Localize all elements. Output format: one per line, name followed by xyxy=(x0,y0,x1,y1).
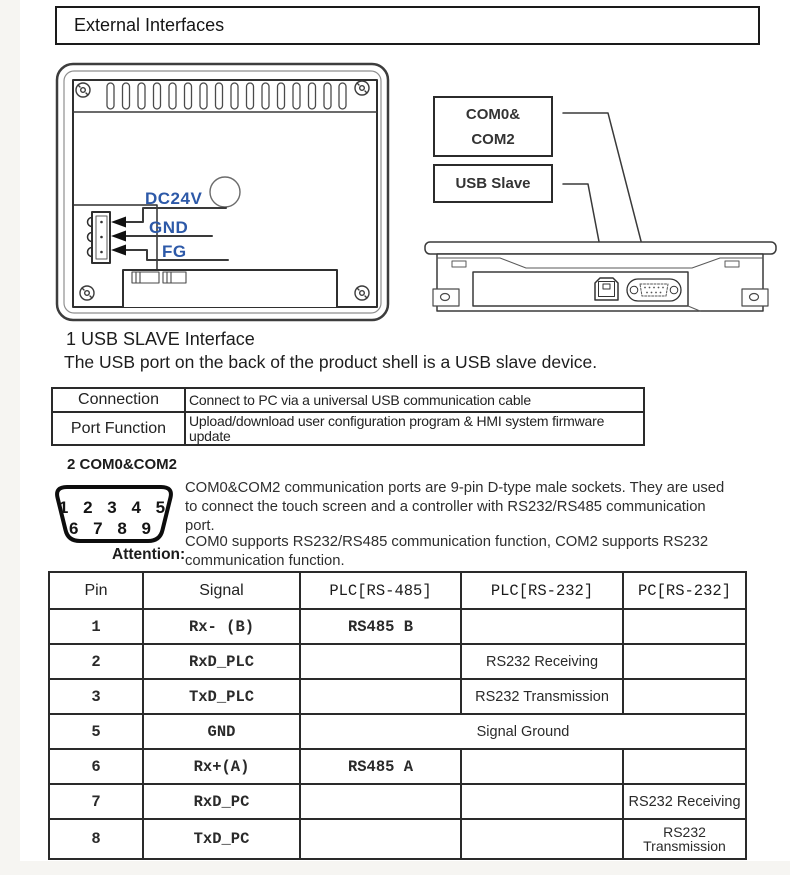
signal-cell: Rx- (B) xyxy=(143,609,300,644)
signal-cell: Rx+(A) xyxy=(143,749,300,784)
plc232-cell xyxy=(461,819,623,859)
fg-label: FG xyxy=(162,242,187,261)
pc232-cell: RS232 Transmission xyxy=(623,819,746,859)
pin-cell: 2 xyxy=(49,644,143,679)
table-row xyxy=(49,749,746,784)
signal-cell: TxD_PLC xyxy=(143,679,300,714)
attention-text: COM0 supports RS232/RS485 communication function, COM2 supports RS232 communication function. xyxy=(185,534,709,569)
device-back-view-diagram xyxy=(50,58,395,324)
plc232-cell xyxy=(461,609,623,644)
col-header-plc-rs232: PLC[RS-232] xyxy=(461,572,623,609)
table-row xyxy=(49,819,746,859)
plc232-cell xyxy=(461,749,623,784)
usb-table-label: Connection xyxy=(52,388,185,412)
com-section-description: COM0&COM2 communication ports are 9-pin D-type male sockets. They are used to connect the touch screen and a controller with RS232/RS485 communication port. xyxy=(185,480,725,534)
signal-cell: GND xyxy=(143,714,300,749)
usb-b-port-icon xyxy=(595,278,618,300)
usb-interface-table xyxy=(51,387,645,446)
bottom-connector-block xyxy=(123,270,337,307)
db9-connector-icon xyxy=(627,279,681,301)
usb-table-value: Connect to PC via a universal USB communication cable xyxy=(185,388,644,412)
table-row xyxy=(52,388,644,412)
table-row xyxy=(49,714,746,749)
pc232-cell xyxy=(623,749,746,784)
page-title-box xyxy=(55,6,760,45)
table-row xyxy=(49,644,746,679)
pc232-cell xyxy=(623,679,746,714)
signal-cell: RxD_PC xyxy=(143,784,300,819)
col-header-pc-rs232: PC[RS-232] xyxy=(623,572,746,609)
power-terminal-icon xyxy=(88,212,111,263)
signal-cell: RxD_PLC xyxy=(143,644,300,679)
front-bezel-edge xyxy=(425,242,776,254)
rs485-cell xyxy=(300,679,461,714)
rs485-cell: RS485 B xyxy=(300,609,461,644)
rs485-cell xyxy=(300,784,461,819)
com-section-heading: 2 COM0&COM2 xyxy=(67,456,178,473)
pin-cell: 3 xyxy=(49,679,143,714)
com-callout-line1: COM0& xyxy=(465,105,521,123)
pc232-cell xyxy=(623,609,746,644)
rs485-cell: RS485 A xyxy=(300,749,461,784)
dc24v-label: DC24V xyxy=(145,189,203,208)
rs485-cell xyxy=(300,819,461,859)
plc232-cell xyxy=(461,784,623,819)
col-header-signal: Signal xyxy=(143,572,300,609)
db9-pins-row1: 1 2 3 4 5 xyxy=(58,498,170,517)
pin-cell: 6 xyxy=(49,749,143,784)
pc232-cell xyxy=(623,644,746,679)
usb-section-intro: The USB port on the back of the product shell is a USB slave device. xyxy=(64,352,598,372)
pin-cell: 1 xyxy=(49,609,143,644)
db9-pins-row2: 6 7 8 9 xyxy=(69,519,155,538)
arrow-left-icon xyxy=(111,217,126,256)
pin-cell: 8 xyxy=(49,819,143,859)
table-row xyxy=(49,609,746,644)
pc232-cell: RS232 Receiving xyxy=(623,784,746,819)
table-row xyxy=(49,784,746,819)
db9-pinout-icon xyxy=(50,482,178,548)
usb-callout-label: USB Slave xyxy=(455,175,531,192)
plc232-cell: RS232 Receiving xyxy=(461,644,623,679)
plc232-cell: RS232 Transmission xyxy=(461,679,623,714)
com-callout-line2: COM2 xyxy=(471,130,515,148)
table-row xyxy=(49,679,746,714)
col-header-plc-rs485: PLC[RS-485] xyxy=(300,572,461,609)
gnd-label: GND xyxy=(149,218,189,237)
pin-cell: 5 xyxy=(49,714,143,749)
signal-cell: TxD_PC xyxy=(143,819,300,859)
table-header-row xyxy=(49,572,746,609)
rs485-cell xyxy=(300,644,461,679)
usb-slave-callout-box xyxy=(433,164,553,203)
usb-table-value: Upload/download user configuration program & HMI system firmware update xyxy=(185,412,644,445)
page-title: External Interfaces xyxy=(74,15,225,35)
pin-cell: 7 xyxy=(49,784,143,819)
usb-section-heading: 1 USB SLAVE Interface xyxy=(66,329,255,349)
com-ports-callout-box xyxy=(433,96,553,157)
col-header-pin: Pin xyxy=(49,572,143,609)
com-pin-table xyxy=(48,571,747,860)
usb-table-label: Port Function xyxy=(52,412,185,445)
signal-ground-merged-cell: Signal Ground xyxy=(300,714,746,749)
table-row xyxy=(52,412,644,445)
attention-label: Attention: xyxy=(112,546,186,563)
